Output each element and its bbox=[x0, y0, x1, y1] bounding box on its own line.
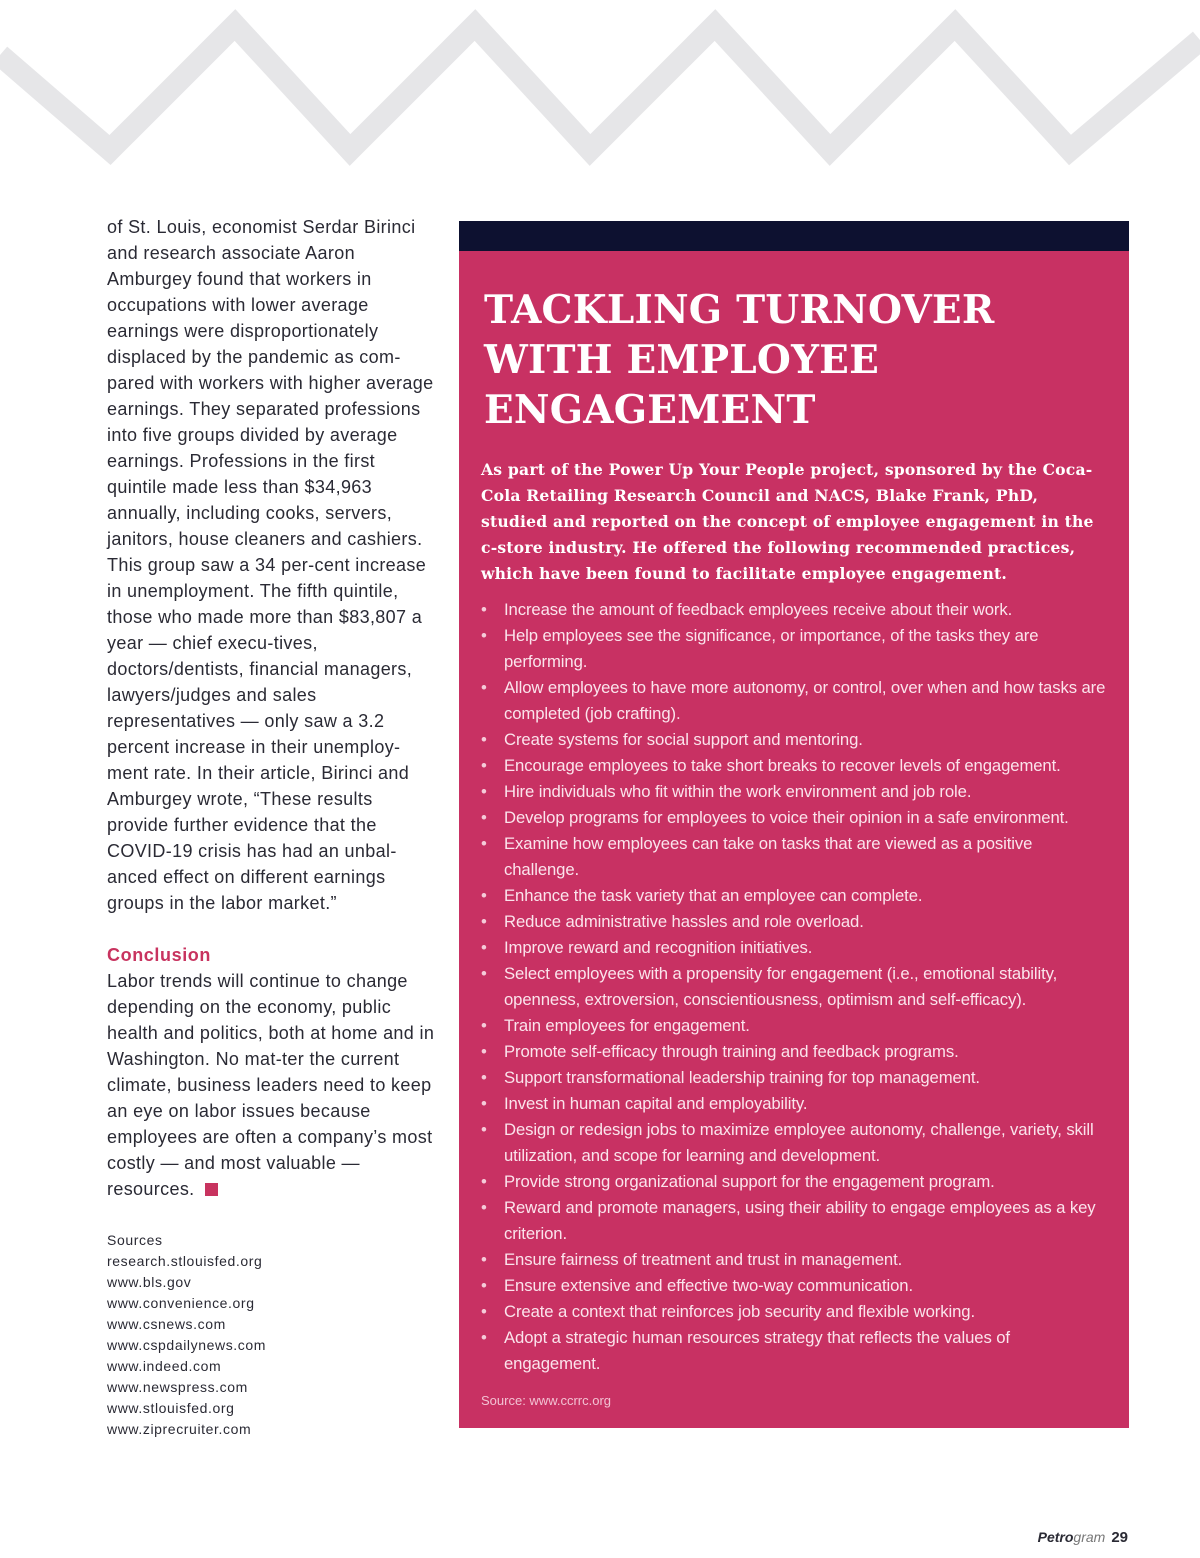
main-article-column bbox=[107, 214, 437, 1440]
practice-text: Reduce administrative hassles and role overload. bbox=[504, 912, 864, 931]
practice-text: Increase the amount of feedback employees receive about their work. bbox=[504, 600, 1013, 619]
practice-list-item bbox=[481, 1039, 1107, 1065]
sidebar-title: TACKLING TURNOVER WITH EMPLOYEE ENGAGEMENT bbox=[484, 287, 995, 433]
source-item: www.ziprecruiter.com bbox=[107, 1421, 252, 1437]
page-number: 29 bbox=[1111, 1529, 1128, 1546]
practice-text: Provide strong organizational support for the engagement program. bbox=[504, 1172, 995, 1191]
bullet-icon: • bbox=[481, 1198, 487, 1217]
bullet-icon: • bbox=[481, 1302, 487, 1321]
source-item: www.bls.gov bbox=[107, 1274, 192, 1290]
practice-list-item bbox=[481, 1325, 1107, 1377]
bullet-icon: • bbox=[481, 1276, 487, 1295]
practice-list-item bbox=[481, 1065, 1107, 1091]
practice-text: Reward and promote managers, using their ability to engage employees as a key criterion. bbox=[504, 1198, 1096, 1243]
bullet-icon: • bbox=[481, 1250, 487, 1269]
practice-text: Ensure fairness of treatment and trust in management. bbox=[504, 1250, 903, 1269]
article-paragraph: of St. Louis, economist Serdar Birinci and research associate Aaron Amburgey found that workers in occupations with lower average earnings were disproportionately displaced by the pandemic as com-pared with workers with higher average earnings. They separated professions into five groups divided by average earnings. Professions in the first quintile made less than $34,963 annually, including cooks, servers, janitors, house cleaners and cashiers. This group saw a 34 per-cent increase in unemployment. The fifth quintile, those who made more than $83,807 a year — chief execu-tives, doctors/dentists, financial managers, lawyers/judges and sales representatives — only saw a 3.2 percent increase in their unemploy-ment rate. In their article, Birinci and Amburgey wrote, “These results provide further evidence that the COVID-19 crisis has had an unbal-anced effect on different earnings groups in the labor market.” bbox=[107, 217, 434, 913]
practice-list-item bbox=[481, 935, 1107, 961]
source-item: research.stlouisfed.org bbox=[107, 1253, 263, 1269]
source-item: www.newspress.com bbox=[107, 1379, 248, 1395]
bullet-icon: • bbox=[481, 782, 487, 801]
source-item: www.csnews.com bbox=[107, 1316, 226, 1332]
practice-text: Hire individuals who fit within the work environment and job role. bbox=[504, 782, 972, 801]
sidebar-intro: As part of the Power Up Your People project, sponsored by the Coca-Cola Retailing Research Council and NACS, Blake Frank, PhD, studied and reported on the concept of employee engagement in the c-store industry. He offered the following recommended practices, which have been found to facilitate employee engagement. bbox=[481, 460, 1094, 583]
practice-text: Ensure extensive and effective two-way communication. bbox=[504, 1276, 914, 1295]
conclusion-heading: Conclusion bbox=[107, 945, 211, 965]
practice-list-item bbox=[481, 779, 1107, 805]
practice-text: Adopt a strategic human resources strategy that reflects the values of engagement. bbox=[504, 1328, 1010, 1373]
conclusion-paragraph bbox=[107, 968, 437, 1202]
practice-list-item bbox=[481, 1273, 1107, 1299]
practice-text: Allow employees to have more autonomy, or control, over when and how tasks are completed (job crafting). bbox=[504, 678, 1106, 723]
practice-text: Support transformational leadership training for top management. bbox=[504, 1068, 980, 1087]
page-footer bbox=[1038, 1529, 1128, 1546]
practice-list-item bbox=[481, 831, 1107, 883]
practice-list-item bbox=[481, 1195, 1107, 1247]
practice-text: Develop programs for employees to voice their opinion in a safe environment. bbox=[504, 808, 1069, 827]
practice-text: Design or redesign jobs to maximize employee autonomy, challenge, variety, skill utilization, and scope for learning and development. bbox=[504, 1120, 1094, 1165]
practice-list-item bbox=[481, 1169, 1107, 1195]
practice-list-item bbox=[481, 1013, 1107, 1039]
magazine-name-part2: gram bbox=[1073, 1529, 1106, 1545]
practice-text: Enhance the task variety that an employee can complete. bbox=[504, 886, 923, 905]
practice-text: Encourage employees to take short breaks to recover levels of engagement. bbox=[504, 756, 1061, 775]
bullet-icon: • bbox=[481, 1172, 487, 1191]
practice-list-item bbox=[481, 623, 1107, 675]
practice-text: Train employees for engagement. bbox=[504, 1016, 750, 1035]
source-item: www.cspdailynews.com bbox=[107, 1337, 267, 1353]
bullet-icon: • bbox=[481, 1094, 487, 1113]
sidebar-top-bar bbox=[459, 221, 1129, 251]
practice-list-item bbox=[481, 1091, 1107, 1117]
practice-list-item bbox=[481, 805, 1107, 831]
source-item: www.stlouisfed.org bbox=[107, 1400, 235, 1416]
practice-text: Help employees see the significance, or importance, of the tasks they are performing. bbox=[504, 626, 1039, 671]
bullet-icon: • bbox=[481, 1120, 487, 1139]
practice-text: Invest in human capital and employability. bbox=[504, 1094, 808, 1113]
practice-list-item bbox=[481, 727, 1107, 753]
practice-list-item bbox=[481, 675, 1107, 727]
practice-list-item bbox=[481, 1299, 1107, 1325]
magazine-name-part1: Petro bbox=[1037, 1529, 1074, 1545]
bullet-icon: • bbox=[481, 938, 487, 957]
bullet-icon: • bbox=[481, 886, 487, 905]
bullet-icon: • bbox=[481, 1328, 487, 1347]
bullet-icon: • bbox=[481, 678, 487, 697]
conclusion-text: Labor trends will continue to change depending on the economy, public health and politics, both at home and in Washington. No mat-ter the current climate, business leaders need to keep an eye on labor issues because employees are often a company’s most costly — and most valuable — resources. bbox=[107, 971, 435, 1199]
bullet-icon: • bbox=[481, 730, 487, 749]
practice-list-item bbox=[481, 1247, 1107, 1273]
practice-text: Improve reward and recognition initiatives. bbox=[504, 938, 813, 957]
sources-heading: Sources bbox=[107, 1232, 163, 1248]
zigzag-decoration bbox=[0, 0, 1200, 190]
recommended-practices-list bbox=[481, 597, 1107, 1377]
bullet-icon: • bbox=[481, 1042, 487, 1061]
practice-list-item bbox=[481, 909, 1107, 935]
bullet-icon: • bbox=[481, 626, 487, 645]
practice-text: Create systems for social support and mentoring. bbox=[504, 730, 863, 749]
bullet-icon: • bbox=[481, 1016, 487, 1035]
bullet-icon: • bbox=[481, 964, 487, 983]
source-item: www.convenience.org bbox=[107, 1295, 255, 1311]
source-item: www.indeed.com bbox=[107, 1358, 222, 1374]
practice-text: Promote self-efficacy through training and feedback programs. bbox=[504, 1042, 959, 1061]
bullet-icon: • bbox=[481, 756, 487, 775]
sidebar-source: Source: www.ccrrc.org bbox=[481, 1393, 612, 1408]
engagement-sidebar-box bbox=[459, 221, 1129, 1428]
bullet-icon: • bbox=[481, 1068, 487, 1087]
practice-list-item bbox=[481, 597, 1107, 623]
end-mark-square-icon bbox=[205, 1183, 218, 1196]
bullet-icon: • bbox=[481, 808, 487, 827]
practice-text: Create a context that reinforces job security and flexible working. bbox=[504, 1302, 975, 1321]
practice-list-item bbox=[481, 1117, 1107, 1169]
practice-list-item bbox=[481, 961, 1107, 1013]
bullet-icon: • bbox=[481, 600, 487, 619]
bullet-icon: • bbox=[481, 834, 487, 853]
practice-list-item bbox=[481, 883, 1107, 909]
bullet-icon: • bbox=[481, 912, 487, 931]
practice-list-item bbox=[481, 753, 1107, 779]
sources-list bbox=[107, 1230, 437, 1440]
practice-text: Examine how employees can take on tasks that are viewed as a positive challenge. bbox=[504, 834, 1033, 879]
practice-text: Select employees with a propensity for engagement (i.e., emotional stability, openness, extroversion, conscientiousness, optimism and self-efficacy). bbox=[504, 964, 1058, 1009]
